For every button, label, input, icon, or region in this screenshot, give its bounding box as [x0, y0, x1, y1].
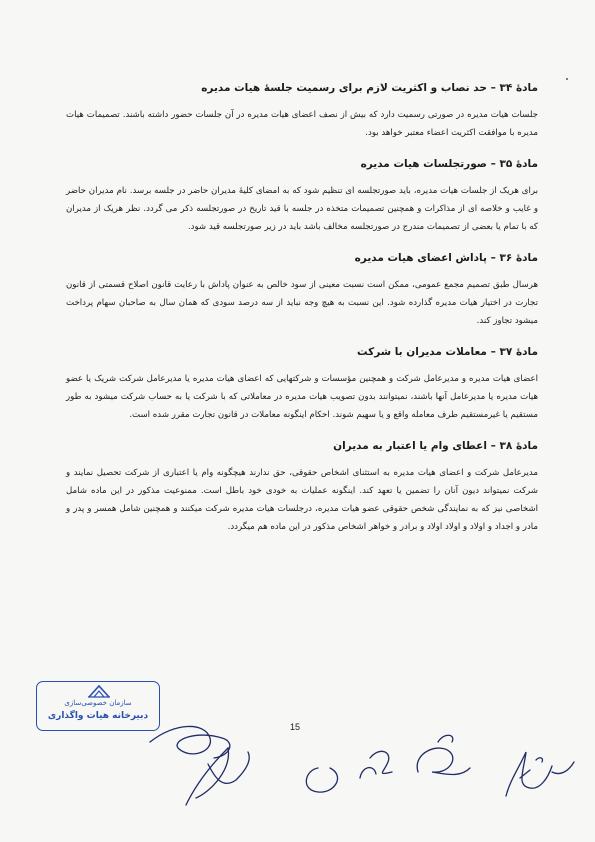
articles-section [66, 80, 538, 550]
article-heading: مادۀ ۳۵ – صورتجلسات هیات مدیره [360, 158, 538, 170]
article-body: هرسال طبق تصمیم مجمع عمومی، ممکن است نسبت معینی از سود خالص به عنوان پاداش با رعایت قانون اصلاح قسمتی از قانون تجارت در اختیار هیات مدیره گذارده شود. این نسبت به هیچ وجه نباید از سه درصد سودی که همان سال به صاحبان سهام پرداخت میشود تجاوز کند. [66, 280, 538, 326]
article-body: جلسات هیات مدیره در صورتی رسمیت دارد که بیش از نصف اعضای هیات مدیره در آن جلسات حضور داشته باشند. تصمیمات هیات مدیره با موافقت اکثریت اعضاء معتبر خواهد بود. [66, 110, 538, 138]
article-36 [66, 250, 538, 330]
building-logo-icon [87, 684, 111, 698]
page-number: 15 [290, 722, 301, 732]
article-37 [66, 344, 538, 424]
article-38 [66, 438, 538, 536]
article-35 [66, 156, 538, 236]
article-heading: مادۀ ۳۴ – حد نصاب و اکثریت لازم برای رسمیت جلسۀ هیات مدیره [201, 82, 538, 94]
margin-mark [566, 78, 568, 80]
stamp-office: دبیرخانه هیات واگذاری [47, 711, 149, 721]
stamp-organization: سازمان خصوصی‌سازی [64, 699, 132, 707]
article-34 [66, 80, 538, 142]
article-body: اعضای هیات مدیره و مدیرعامل شرکت و همچنین مؤسسات و شرکتهایی که اعضای هیات مدیره یا مدیرعامل شرکت شریک یا عضو هیات مدیره یا مدیرعامل آنها باشند، نمیتوانند بدون تصویب هیات مدیره در معاملاتی که با شرکت یا به حساب شرکت میشود به طور مستقیم یا غیرمستقیم طرف معامله واقع و یا سهیم شوند. احکام اینگونه معاملات در قانون تجارت مقرر شده است. [66, 374, 538, 420]
office-stamp [36, 681, 160, 731]
article-body: برای هریک از جلسات هیات مدیره، باید صورتجلسه ای تنظیم شود که به امضای کلیۀ مدیران حاضر در جلسه برسد. نام مدیران حاضر و غایب و خلاصه ای از مذاکرات و همچنین تصمیمات متخذه در جلسه با قید تاریخ در صورتجلسه ذکر می گردد. نظر هریک از مدیران که با تمام یا بعضی از تصمیمات مندرج در صورتجلسه مخالف باشد باید در زیر صورتجلسه قید شود. [66, 186, 538, 232]
article-heading: مادۀ ۳۸ – اعطای وام یا اعتبار به مدیران [333, 440, 538, 452]
article-heading: مادۀ ۳۶ – پاداش اعضای هیات مدیره [354, 252, 538, 264]
article-body: مدیرعامل شرکت و اعضای هیات مدیره به استثنای اشخاص حقوقی، حق ندارند هیچگونه وام یا اعتباری از شرکت تحصیل نمایند و شرکت نمیتواند دیون آنان را تضمین یا تعهد کند. اینگونه عملیات به خودی خود باطل است. ممنوعیت مذکور در این ماده شامل اشخاصی نیز که به نمایندگی شخص حقوقی عضو هیات مدیره، درجلسات هیات مدیره شرکت میکنند و همچنین شامل همسر و پدر و مادر و اجداد و اولاد و اولاد اولاد و برادر و خواهر اشخاص مذکور در این ماده هم میگردد. [66, 468, 538, 532]
article-heading: مادۀ ۳۷ – معاملات مدیران با شرکت [356, 346, 538, 358]
